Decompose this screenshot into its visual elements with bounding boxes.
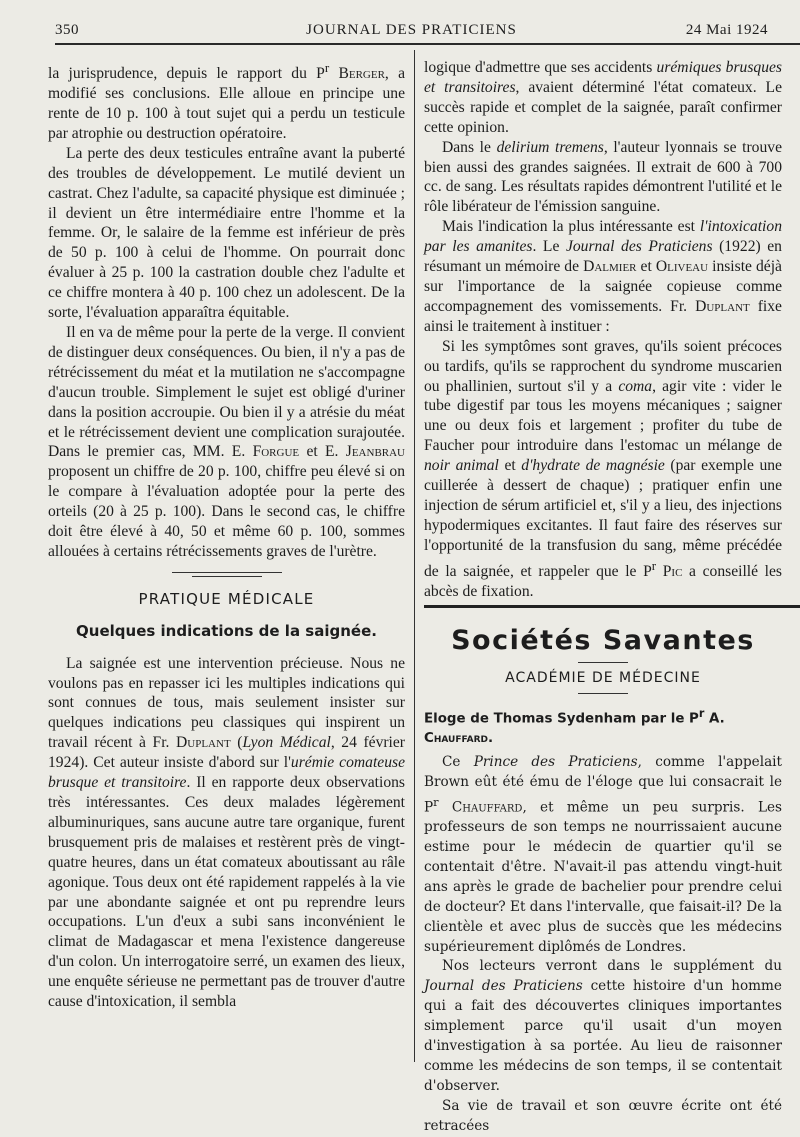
- page-number: 350: [55, 22, 79, 38]
- paragraph: Nos lecteurs verront dans le supplément du Journal des Praticiens cette histoire d'un homme qui a fait des découvertes cliniques importantes simplement parce qu'il usait d'un moyen d'investigation à sa portée. Au lieu de raisonner comme les médecins de son temps, il se contentait d'observer.: [424, 958, 782, 1094]
- paragraph: logique d'admettre que ses accidents urémiques brusques et transitoires, avaient déterminé l'état comateux. Le succès rapide et complet de la saignée, paraît confirmer cette opinion.: [424, 59, 782, 136]
- heading-rule: [578, 662, 628, 663]
- article-title: Quelques indications de la saignée.: [76, 621, 377, 640]
- section-rule: [424, 605, 800, 608]
- right-column: [424, 58, 782, 1137]
- journal-title: JOURNAL DES PRATICIENS: [306, 22, 517, 38]
- paragraph: Ce Prince des Praticiens, comme l'appelait Brown eût été ému de l'éloge que lui consacrait le $P^r$ Chauffard, et même un peu surpris. Les professeurs de son temps ne nourrissaient aucune estime pour le médecin de quartier qu'il se contentait d'être. N'avait-il pas attendu vingt-huit ans après le grade de bachelier pour prendre celui de docteur? Et dans l'intervalle, que faisait-il? De la clientèle et avec plus de succès que les médecins supérieurement diplômés de Londres.: [424, 753, 782, 955]
- heading-rule: [578, 693, 628, 694]
- left-column: [48, 58, 405, 1012]
- paragraph: La perte des deux testicules entraîne avant la puberté des troubles de développement. Le mutilé devient un castrat. Chez l'adulte, sa capacité physique est diminuée ; il devient un être intermédiaire entre l'homme et la femme. Or, le salaire de la femme est inférieur de près de 50 p. 100 à celui de l'homme. On pourrait donc évaluer à 25 p. 100 la castration double chez l'adulte et ce chiffre montera à 40 p. 100 chez un adolescent. De la sorte, l'évaluation apparaîtra équitable.: [48, 144, 406, 322]
- eloge-title: Eloge de Thomas Sydenham par le $P^r$ A. Chauffard.: [424, 706, 725, 746]
- header-rule: [55, 43, 800, 45]
- academy-heading: ACADÉMIE DE MÉDECINE: [505, 669, 701, 686]
- section-heading: PRATIQUE MÉDICALE: [138, 589, 315, 608]
- column-divider: [414, 50, 415, 1062]
- paragraph: Dans le delirium tremens, l'auteur lyonnais se trouve bien aussi des grandes saignées. Il extrait de 600 à 700 cc. de sang. Les résultats rapides démontrent l'utilité et le rôle libérateur de l'émission sanguine.: [424, 138, 782, 216]
- paragraph: Mais l'indication la plus intéressante est l'intoxication par les amanites. Le Journal des Praticiens (1922) en résumant un mémoire de Dalmier et Oliveau insiste déjà sur l'importance de la saignée copieuse comme accompagnement des vomissements. Fr. Duplant fixe ainsi le traitement à instituer :: [424, 218, 782, 335]
- section-ornament: [172, 570, 282, 580]
- page-header: [55, 18, 768, 44]
- paragraph: la jurisprudence, depuis le rapport du $P^r$ Berger, a modifié ses conclusions. Elle alloue en principe une rente de 10 p. 100 à tout sujet qui a perdu un testicule par atrophie ou destruction opératoire.: [48, 60, 405, 142]
- societes-heading: Sociétés Savantes: [451, 624, 755, 656]
- paragraph: Sa vie de travail et son œuvre écrite ont été retracées: [424, 1097, 782, 1134]
- paragraph: Il en va de même pour la perte de la verge. Il convient de distinguer deux conséquences. Ou bien, il n'y a pas de rétrécissement du méat et la mutilation ne s'accompagne d'aucun trouble. Simplement le sujet est obligé d'uriner dans la position accroupie. Ou bien il y a atrésie du méat et le rétrécissement devient une complication surajoutée. Dans le premier cas, MM. E. Forgue et E. Jeanbrau proposent un chiffre de 20 p. 100, chiffre peu élevé si on le compare à l'évaluation adoptée pour la perte des orteils (20 à 25 p. 100). Dans le second cas, le chiffre doit être élevé à 40, 50 et même 60 p. 100, sommes allouées à certains rétrécissements graves de l'urètre.: [48, 323, 406, 560]
- issue-date: 24 Mai 1924: [685, 22, 768, 38]
- paragraph: Si les symptômes sont graves, qu'ils soient précoces ou tardifs, qu'ils se rapprochent du syndrome muscarien ou phallinien, surtout s'il y a coma, agir vite : vider le tube digestif par tous les moyens mécaniques ; saigner une ou deux fois et largement ; profiter du tube de Faucher pour introduire dans l'estomac un mélange de noir animal et d'hydrate de magnésie (par exemple une cuillerée à dessert de chaque) ; pratiquer enfin une injection de sérum artificiel et, s'il y a lieu, des injections hypodermiques excitantes. Il faut faire des réserves sur l'opportunité de la transfusion du sang, même précédée de la saignée, et rappeler que le $P^r$ Pic a conseillé les abcès de fixation.: [424, 337, 782, 600]
- paragraph: La saignée est une intervention précieuse. Nous ne voulons pas en repasser ici les multiples indications qui sont connues de tous, mais seulement insister sur quelques indications peu classiques qui inspirent un travail récent à Fr. Duplant (Lyon Médical, 24 février 1924). Cet auteur insiste d'abord sur l'urémie comateuse brusque et transitoire. Il en rapporte deux observations très intéressantes. Ces deux malades légèrement albuminuriques, sans aucune autre tare organique, furent brusquement pris de malaises et restèrent près de vingt-quatre heures, dans un état comateux aboutissant au râle agonique. Tous deux ont été rapidement rappelés à la vie par une abondante saignée et ont pu reprendre leurs occupations. L'un d'eux a subi sans inconvénient le climat de Madagascar et mena l'existence dangereuse d'un colon. Un interrogatoire serré, un examen des lieux, une enquête sérieuse ne permettant pas de trouver d'autre cause d'intoxication, il sembla: [48, 654, 406, 1011]
